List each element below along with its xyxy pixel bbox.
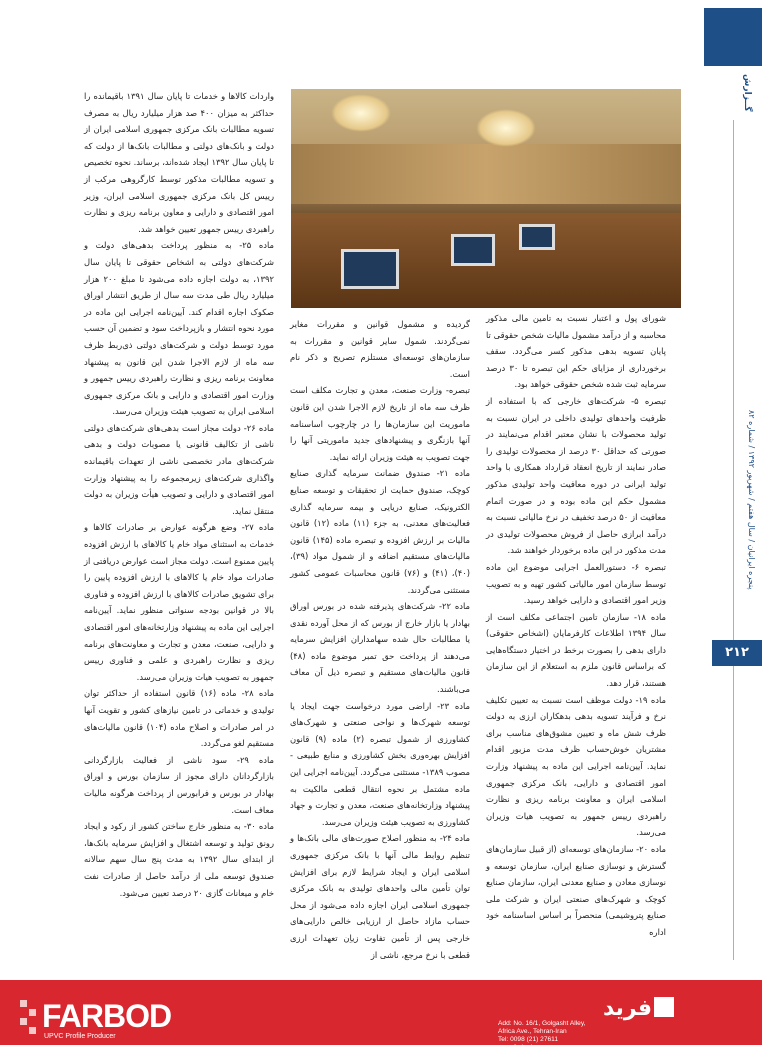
cabinet-meeting-photo xyxy=(291,89,681,308)
logo-brick-icon xyxy=(20,1018,27,1025)
text-column-middle xyxy=(290,316,470,963)
brand-name-fa: فرید xyxy=(602,996,652,1021)
paragraph: ماده ۲۷- وضع هرگونه عوارض بر صادرات کالاها و خدمات به استثنای مواد خام یا کالاهای با ارزش افزوده پایین ممنوع است. دولت مجاز است عوارض دریافتی از صادرات مواد خام یا کالاهای با ارزش افزوده پایین را برای تشویق صادرات کالاهای با ارزش افزوده و فناوری بالا در قوانین بودجه سنواتی منظور نماید. آیین‌نامه اجرایی این ماده به پیشنهاد وزارتخانه‌های امور اقتصادی و دارایی، صنعت، معدن و تجارت و معاونت‌های برنامه ریزی و نظارت راهبردی و علمی و فناوری رییس جمهور به تصویب هیات وزیران می‌رسد. xyxy=(84,522,274,682)
section-tab-label: گــزارش xyxy=(742,74,752,112)
text-column-left xyxy=(84,88,274,901)
farbod-logo: FARBOD xyxy=(42,998,172,1034)
paragraph: ماده ۲۸- ماده (۱۶) قانون استفاده از حداکثر توان تولیدی و خدماتی در تامین نیازهای کشور و تقویت آنها در امر صادرات و اصلاح ماده (۱۰۴) قانون مالیات‌های مستقیم لغو می‌گردد. xyxy=(84,688,275,749)
paragraph: تبصره- وزارت صنعت، معدن و تجارت مکلف است ظرف سه ماه از تاریخ لازم الاجرا شدن این قانون ماموریت این سازمان‌ها را در چارچوب اساسنامه آنها بازنگری و پیشنهادهای جدید ماموریتی آنها را جهت تصویب به هیئت وزیران ارائه نماید. xyxy=(290,385,470,462)
logo-brick-icon xyxy=(20,1000,27,1007)
ad-address xyxy=(498,1020,668,1052)
paragraph: ماده ۲۴- به منظور اصلاح صورت‌های مالی بانک‌ها و تنظیم روابط مالی آنها با بانک مرکزی جمهوری اسلامی ایران و ایجاد شرایط لازم برای افزایش توان تأمین مالی واحدهای تولیدی به بانک مرکزی جمهوری اسلامی ایران اجازه داده می‌شود از محل حساب مازاد حاصل از ارزیابی خالص دارایی‌های خارجی پس از تأمین تفاوت زیاِن تعهدات ارزی قطعی با نرخ مرجع، ناشی از xyxy=(290,833,470,960)
photo-wall xyxy=(291,144,681,204)
address-line: Africa Ave., Tehran-Iran xyxy=(498,1028,567,1035)
photo-monitor xyxy=(451,234,495,266)
logo-brick-icon xyxy=(29,1009,36,1016)
section-tab xyxy=(704,8,762,66)
side-divider xyxy=(733,120,734,960)
paragraph: ماده ۱۹- دولت موظف است نسبت به تعیین تکلیف نرخ و فرآیند تسویه بدهی بدهکاران ارزی به دولت ظرف شش ماه و تعیین مشوق‌های مناسب برای مشتریان خوش‌حساب ظرف مدت مزبور اقدام نماید. آیین‌نامه اجرایی این ماده به پیشنهاد وزارت امور اقتصادی و دارایی، بانک مرکزی جمهوری اسلامی ایران و معاونت برنامه ریزی و نظارت راهبردی رییس جمهور به تصویب هیات وزیران می‌رسد. xyxy=(486,694,666,838)
paragraph: گردیده و مشمول قوانین و مقررات مغایر نمی‌گردند. شمول سایر قوانین و مقررات به سازمان‌های توسعه‌ای مستلزم تصریح و ذکر نام است. xyxy=(290,319,470,379)
photo-chandelier xyxy=(331,94,391,132)
paragraph: ماده ۲۶- دولت مجاز است بدهی‌های شرکت‌های دولتی ناشی از تکالیف قانونی یا مصوبات دولت و بدهی شرکت‌های مادر تخصصی ناشی از تعهدات باقیمانده واگذاری شرکت‌های زیرمجموعه را به پیشنهاد وزارت امور اقتصادی و دارایی و تصویب هیأت وزیران به دولت منتقل نماید. xyxy=(84,422,274,516)
logo-brick-icon xyxy=(29,1027,36,1034)
page-number: ۲۱۲ xyxy=(712,640,762,666)
brand-mark-icon xyxy=(654,997,674,1017)
paragraph: ماده ۲۹- سود ناشی از فعالیت بازارگردانی بازارگردانان دارای مجوز از سازمان بورس و اوراق بهادار در بورس و فرابورس از پرداخت هرگونه مالیات معاف است. xyxy=(84,754,274,815)
paragraph: شورای پول و اعتبار نسبت به تامین مالی مذکور محاسبه و از درآمد مشمول مالیات شخص حقوقی تا پایان تسویه بدهی مذکور کسر می‌گردد. سقف برخورداری از مزایای حکم این تبصره تا ۳۰ درصد سرمایه ثبت شده شخص حقوقی خواهد بود. xyxy=(486,313,666,390)
paragraph: ماده ۳۰- به منظور خارج ساختن کشور از رکود و ایجاد رونق تولید و توسعه اشتغال و افزایش سرمایه بانک‌ها، از ابتدای سال ۱۳۹۲ به مدت پنج سال سهم سالانه صندوق توسعه ملی از درآمد حاصل از صادرات نفت خام و میعانات گازی ۲۰ درصد تعیین می‌شود. xyxy=(84,821,274,898)
paragraph: ماده ۲۵- به منظور پرداخت بدهی‌های دولت و شرکت‌های دولتی به اشخاص حقوقی تا پایان سال ۱۳۹۲، به دولت اجازه داده می‌شود تا مبلغ ۲۰۰ هزار میلیارد ریال طی مدت سه سال از طریق انتشار اوراق صکوک اجاره اقدام کند. آیین‌نامه اجرایی این ماده در مورد نحوه انتشار و بازپرداخت سود و تضمین آن حسب مورد توسط دولت و شرکت‌های دولتی ذی‌ربط ظرف سه ماه از لازم الاجرا شدن این قانون به پیشنهاد معاونت برنامه ریزی و نظارت راهبردی رییس جمهور و وزارت امور اقتصادی و دارایی و بانک مرکزی جمهوری اسلامی ایران به تصویب هیئت وزیران می‌رسد. xyxy=(84,240,274,417)
paragraph: ماده ۲۱- صندوق ضمانت سرمایه گذاری صنایع کوچک، صندوق حمایت از تحقیقات و توسعه صنایع الکترونیک، صنایع دریایی و بیمه سرمایه گذاری فعالیت‌های معدنی، به جزء (۱۱) ماده (۱۲) قانون مالیات بر ارزش افزوده و تبصره ماده (۱۴۵) قانون مالیات‌های مستقیم اضافه و از شمول مواد (۳۹)، (۴۰)، (۴۱) و (۷۶) قانون محاسبات عمومی کشور مستثنی می‌گردند. xyxy=(290,468,471,595)
address-line: Add: No. 16/1, Golgasht Alley, xyxy=(498,1020,586,1027)
paragraph: ماده ۲۳- اراضی مورد درخواست جهت ایجاد یا توسعه شهرک‌ها و نواحی صنعتی و شهرک‌های کشاورزی از شمول تبصره (۲) ماده (۹) قانون افزایش بهره‌وری بخش کشاورزی و منابع طبیعی - مصوب ۱۳۸۹- مستثنی می‌گردد. آیین‌نامه اجرایی این ماده مشتمل بر نحوه انتقال قطعی مالکیت به پیشنهاد وزارتخانه‌های صنعت، معدن و تجارت و جهاد کشاورزی به تصویب هیئت وزیران می‌رسد. xyxy=(290,700,471,827)
address-line: Tel: 0098 (21) 27611 xyxy=(498,1036,558,1043)
paragraph: ماده ۲۲- شرکت‌های پذیرفته شده در بورس اوراق بهادار یا بازار خارج از بورس که از محل آورده نقدی یا مطالبات حال شده سهامداران افزایش سرمایه می‌دهند از پرداخت حق تمبر موضوع ماده (۴۸) قانون مالیات‌های مستقیم و تبصره ذیل آن معاف می‌باشند. xyxy=(290,601,470,695)
photo-monitor xyxy=(519,224,555,250)
paragraph: تبصره ۵- شرکت‌های خارجی که با استفاده از ظرفیت واحدهای تولیدی داخلی در ایران نسبت به تولید محصولات با نشان معتبر اقدام می‌نمایند در صورتی که حداقل ۳۰ درصد از محصولات تولیدی را صادر نمایند از تاریخ انعقاد قرارداد همکاری با واحد تولید ایرانی در دوره معافیت واحد تولیدی مذکور مشمول حکم این ماده بوده و در صورت اتمام معافیت از ۵۰ درصد تخفیف در نرخ مالیاتی نسبت به درآمد ابرازی حاصل از فروش محصولات تولیدی در مدت مذکور در این ماده برخوردار خواهند شد. xyxy=(486,395,667,556)
issue-info-strip: پنجره ایرانیان / سال هفتم / شهریور ۱۳۹۲ / شماره ۸۲ xyxy=(747,410,756,590)
text-column-right xyxy=(486,310,666,941)
paragraph: تبصره ۶- دستورالعمل اجرایی موضوع این ماده توسط سازمان امور مالیاتی کشور تهیه و به تصویب وزیر امور اقتصادی و دارایی خواهد رسید. xyxy=(486,561,667,606)
photo-chandelier xyxy=(476,109,536,147)
address-line: www.farbod.com xyxy=(498,1044,547,1051)
farbod-tagline: UPVC Profile Producer xyxy=(44,1033,116,1040)
paragraph: ماده ۱۸- سازمان تامین اجتماعی مکلف است از سال ۱۳۹۴ اطلاعات کارفرمایان (اشخاص حقوقی) دارای بدهی را بصورت برخط در اختیار دستگاه‌هایی که براساس قانون ملزم به استعلام از این سازمان هستند، قرار دهد. xyxy=(486,611,666,689)
photo-monitor xyxy=(341,249,399,289)
paragraph: ماده ۲۰- سازمان‌های توسعه‌ای (از قبیل سازمان‌های گسترش و نوسازی صنایع ایران، سازمان توسعه و نوسازی معادن و صنایع معدنی ایران، سازمان صنایع کوچک و شهرک‌های صنعتی ایران و شرکت ملی صنایع پتروشیمی) منحصراً بر اساس اساسنامه خود اداره xyxy=(486,844,666,937)
paragraph: واردات کالاها و خدمات تا پایان سال ۱۳۹۱ باقیمانده را حداکثر به میزان ۴۰۰ صد هزار میلیارد ریال به مصرف تسویه مطالبات بانک مرکزی جمهوری اسلامی ایران از دولت و بانک‌های دولتی و مطالبات بانک‌ها از دولت که تا پایان سال ۱۳۹۲ ایجاد شده‌اند، برساند. نحوه تخصیص و تسویه مطالبات مذکور توسط کارگروهی مرکب از رییس کل بانک مرکزی جمهوری اسلامی ایران، وزیر امور اقتصادی و دارایی و معاون برنامه ریزی و نظارت راهبردی رییس جمهور تعیین خواهد شد. xyxy=(84,91,274,234)
